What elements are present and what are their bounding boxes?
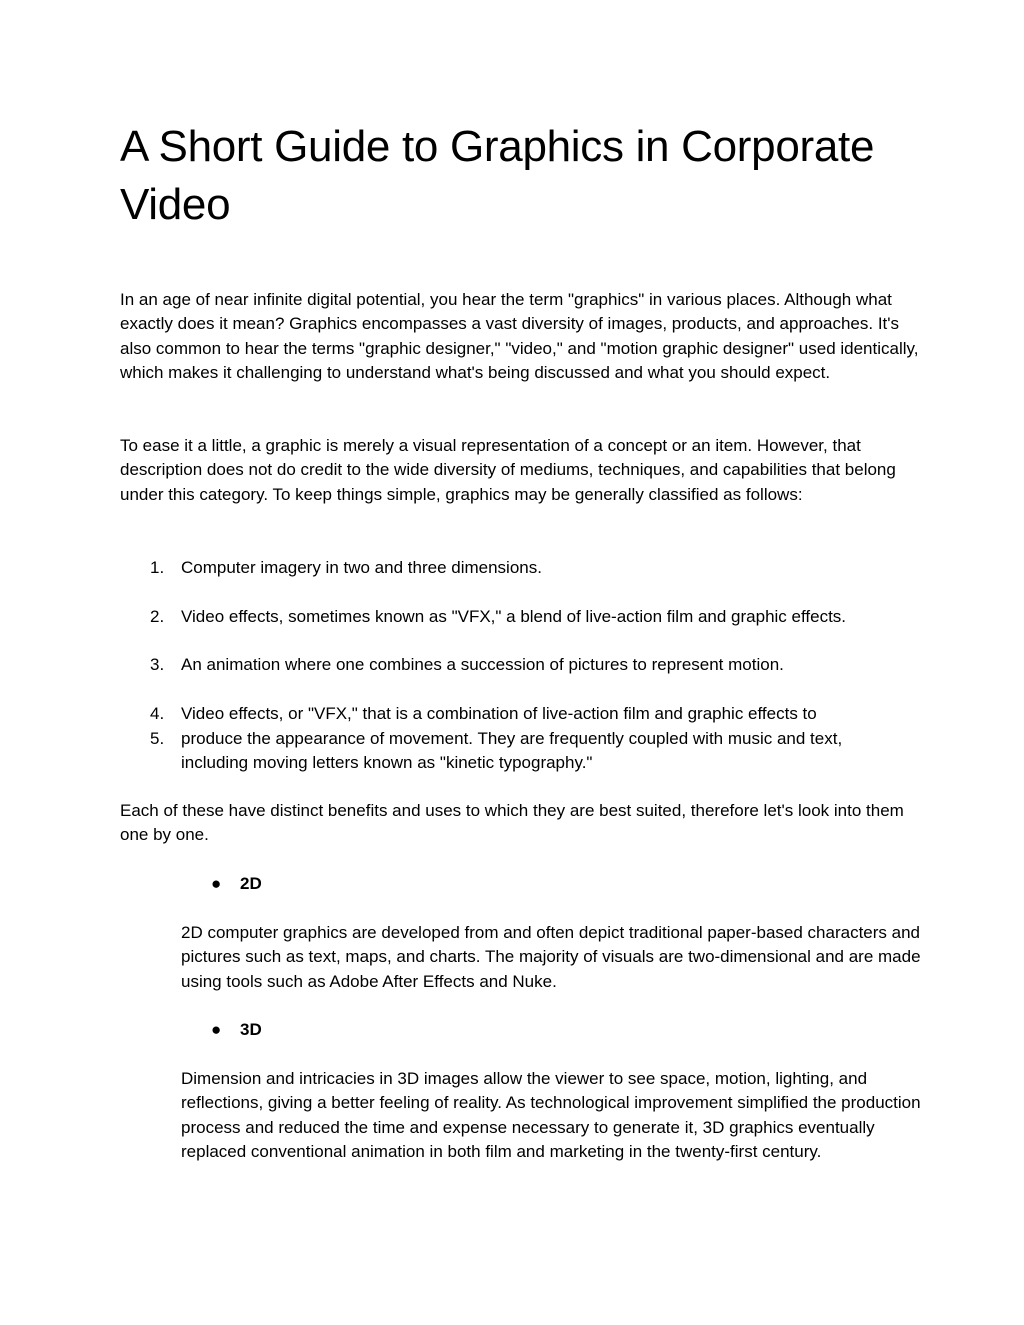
document-title: A Short Guide to Graphics in Corporate Video [120,122,875,229]
list-item-text: An animation where one combines a succession of pictures to represent motion. [181,655,784,674]
section-body-2d: 2D computer graphics are developed from and often depict traditional paper-based characters and pictures such as text, maps, and charts. The majority of visuals are two-dimensional and are made using tools such as Adobe After Effects and Nuke. [181,923,921,991]
section-heading-label: 3D [240,1020,262,1039]
section-heading-label: 2D [240,874,262,893]
list-item-text: Video effects, sometimes known as "VFX," a blend of live-action film and graphic effects. [181,607,847,626]
section-body-3d: Dimension and intricacies in 3D images allow the viewer to see space, motion, lighting, and reflections, giving a better feeling of reality. As technological improvement simplified the production process and reduced the time and expense necessary to generate it, 3D graphics eventually replaced conventional animation in both film and marketing in the twenty-first century. [181,1069,921,1161]
list-item-text: produce the appearance of movement. They are frequently coupled with music and text, including moving letters known as "kinetic typography." [181,729,843,773]
summary-paragraph: Each of these have distinct benefits and uses to which they are best suited, therefore let's look into them one by one. [120,801,904,845]
bullet-icon: ● [211,874,222,893]
list-number: 5. [150,729,165,748]
intro-paragraph-1: In an age of near infinite digital potential, you hear the term "graphics" in various places. Although what exactly does it mean? Graphics encompasses a vast diversity of images, products, and approaches. It's also common to hear the terms "graphic designer," "video," and "motion graphic designer" used identically, which makes it challenging to understand what's being discussed and what you should expect. [120,290,919,382]
intro-paragraph-2: To ease it a little, a graphic is merely a visual representation of a concept or an item. However, that description does not do credit to the wide diversity of mediums, techniques, and capabilities that belong under this category. To keep things simple, graphics may be generally classified as follows: [120,436,896,504]
list-number: 3. [150,655,165,674]
list-item-text: Computer imagery in two and three dimensions. [181,558,542,577]
list-item-text: Video effects, or "VFX," that is a combination of live-action film and graphic effects to [181,704,817,723]
bullet-icon: ● [211,1020,222,1039]
list-number: 4. [150,704,165,723]
list-number: 2. [150,607,165,626]
list-number: 1. [150,558,165,577]
